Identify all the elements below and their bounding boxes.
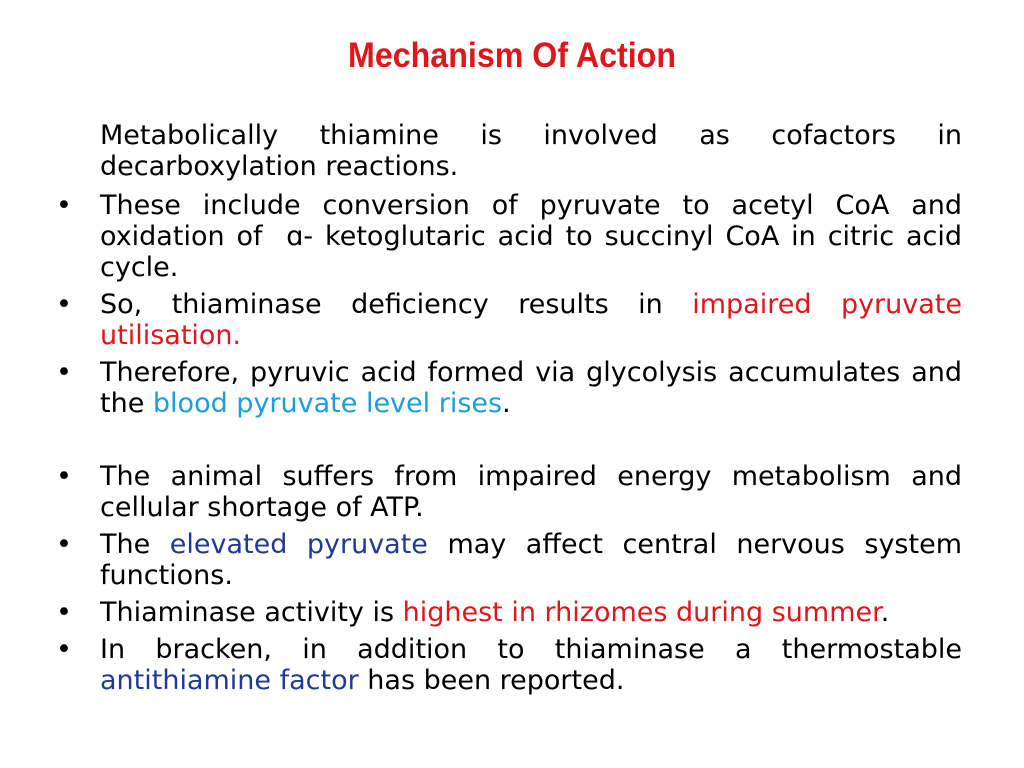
list-item-text: [100, 597, 962, 628]
bullet-icon: •: [56, 357, 72, 388]
list-item-text: [100, 190, 962, 283]
list-item: [56, 634, 962, 696]
intro-text: Metabolically thiamine is involved as cofactors in decarboxylation reactions.: [100, 120, 962, 182]
item-text: .: [502, 388, 511, 419]
item-text: may affect central nervous system functions.: [100, 529, 962, 591]
item-text: So, thiaminase deficiency results in: [100, 289, 693, 320]
list-item-text: [100, 461, 962, 523]
list-item-text: [100, 357, 962, 419]
highlight-text: antithiamine factor: [100, 665, 359, 696]
item-text: In bracken, in addition to thiaminase a thermostable: [100, 634, 962, 665]
list-item: [56, 529, 962, 591]
slide-content: [56, 120, 962, 696]
list-item: [56, 190, 962, 283]
item-text: .: [880, 597, 890, 628]
list-item: [56, 597, 962, 628]
highlight-text: elevated pyruvate: [169, 529, 428, 560]
list-item-text: [100, 529, 962, 591]
bullet-icon: •: [56, 634, 72, 665]
bullet-icon: •: [56, 190, 72, 221]
slide-title: Mechanism Of Action: [347, 36, 677, 75]
intro-paragraph: [56, 120, 962, 182]
item-text: The: [100, 529, 170, 560]
bullet-icon: •: [56, 529, 72, 560]
highlight-text: blood pyruvate level rises: [152, 388, 503, 419]
highlight-text: impaired pyruvate utilisation.: [100, 289, 962, 351]
bullet-icon: •: [56, 289, 72, 320]
item-text: has been reported.: [358, 665, 625, 696]
list-item-text: [100, 634, 962, 696]
item-text: Thiaminase activity is: [100, 597, 403, 628]
item-text: The animal suffers from impaired energy metabolism and cellular shortage of ATP.: [100, 461, 962, 523]
list-item: [56, 357, 962, 419]
list-item: [56, 461, 962, 523]
item-text: These include conversion of pyruvate to acetyl CoA and oxidation of ɑ- ketoglutaric acid to succinyl CoA in citric acid cycle.: [100, 190, 962, 283]
bullet-icon: •: [56, 461, 72, 492]
list-item: [56, 289, 962, 351]
bullet-icon: •: [56, 597, 72, 628]
highlight-text: highest in rhizomes during summer: [402, 597, 881, 628]
list-item-text: [100, 289, 962, 351]
item-text: Therefore, pyruvic acid formed via glycolysis accumulates and the: [100, 357, 962, 419]
